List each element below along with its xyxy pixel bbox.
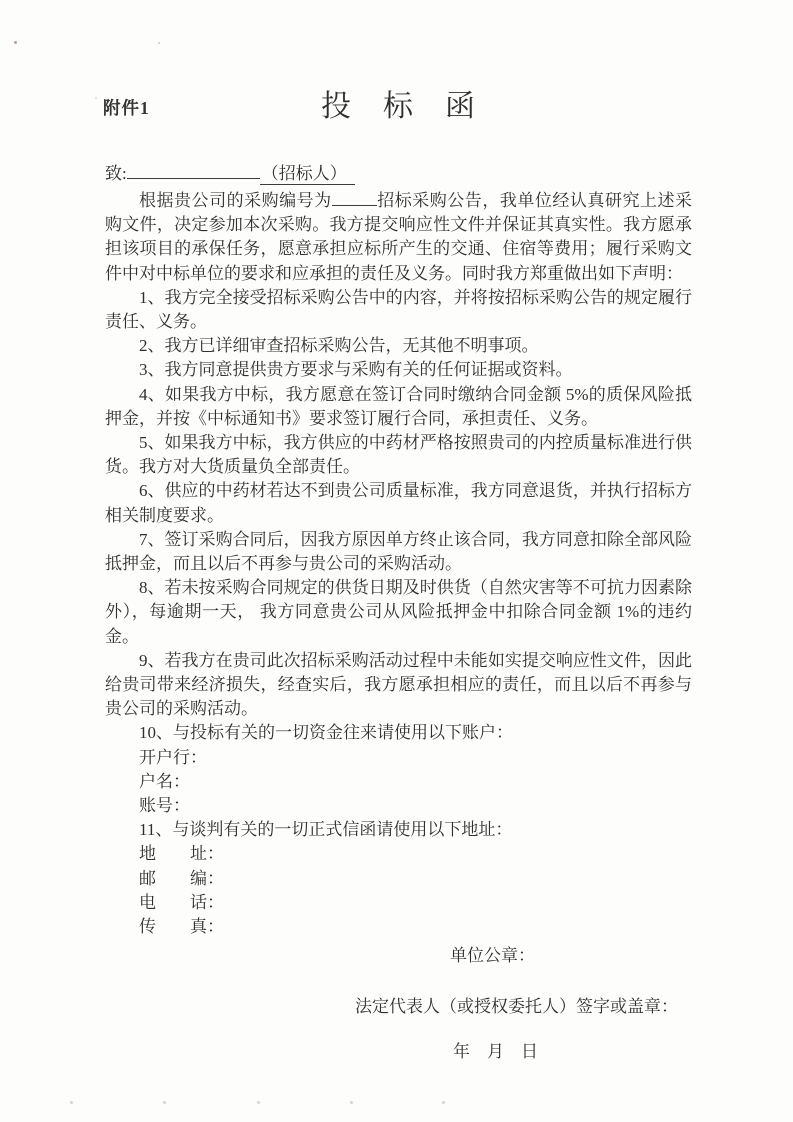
contact-postcode-label: 邮 编： [139,868,224,888]
document-header [105,86,692,130]
scan-speck [158,42,160,44]
to-label: 致: [105,164,127,183]
intro-suffix: 招标采购公告，我单位经认真研究上述采购文件，决定参加本次采购。我方提交响应性文件并保证其真实性。我方愿承担该项目的承保任务，愿意承担应标所产生的交通、住宿等费用；履行采购文件中对中标单位的要求和应承担的责任及义务。同时我方郑重做出如下声明： [105,191,693,283]
clause-2: 2、我方已详细审查招标采购公告，无其他不明事项。 [139,336,539,356]
clause-3: 3、我方同意提供贵方要求与采购有关的任何证据或资料。 [139,360,573,380]
scan-speck [163,1101,166,1104]
document-title: 投 标 函 [321,90,476,123]
date-line: 年 月 日 [453,1042,538,1062]
intro-paragraph [105,189,692,286]
tenderer-label: （招标人） [260,164,355,185]
account-holder-label: 户名： [139,771,190,791]
attachment-label: 附件1 [103,98,150,118]
scan-speck [350,1101,353,1104]
clause-11: 11、与谈判有关的一切正式信函请使用以下地址： [139,820,513,840]
tenderer-name-blank [127,164,260,179]
procurement-number-blank [332,193,377,206]
clause-9: 9、若我方在贵司此次招标采购活动过程中未能如实提交响应性文件，因此给贵司带来经济损失，经查实后，我方愿承担相应的责任，而且以后不再参与贵公司的采购活动。 [105,650,692,719]
scan-speck [70,1101,73,1104]
scan-speck [442,1101,445,1104]
legal-representative-signature-label: 法定代表人（或授权委托人）签字或盖章： [355,997,678,1017]
intro-prefix: 根据贵公司的采购编号为 [139,191,332,210]
account-bank-label: 开户行： [139,747,207,767]
contact-address-label: 地 址： [139,844,224,864]
scan-speck [14,41,17,44]
clause-7: 7、签订采购合同后，因我方原因单方终止该合同，我方同意扣除全部风险抵押金，而且以后不再参与贵公司的采购活动。 [105,529,692,574]
scan-speck [257,1101,260,1104]
clause-4: 4、如果我方中标，我方愿意在签订合同时缴纳合同金额 5%的质保风险抵押金，并按《中标通知书》要求签订履行合同，承担责任、义务。 [105,384,692,428]
clause-10: 10、与投标有关的一切资金往来请使用以下账户： [139,723,513,743]
clause-5: 5、如果我方中标，我方供应的中药材严格按照贵司的内控质量标准进行供货。我方对大货质量负全部责任。 [105,433,692,477]
clause-6: 6、供应的中药材若达不到贵公司质量标准，我方同意退货，并执行招标方相关制度要求。 [105,481,692,525]
contact-fax-label: 传 真： [139,917,224,937]
salutation-line [105,160,692,187]
company-seal-label: 单位公章： [450,946,535,966]
clause-8: 8、若未按采购合同规定的供货日期及时供货（自然灾害等不可抗力因素除外），每逾期一天， 我方同意贵公司从风险抵押金中扣除合同金额 1%的违约金。 [105,578,692,646]
clause-1: 1、我方完全接受招标采购公告中的内容，并将按招标采购公告的规定履行责任、义务。 [105,287,692,332]
scan-speck [95,97,97,99]
account-number-label: 账号： [139,796,190,816]
document-content [105,86,692,1064]
contact-phone-label: 电 话： [139,892,224,912]
